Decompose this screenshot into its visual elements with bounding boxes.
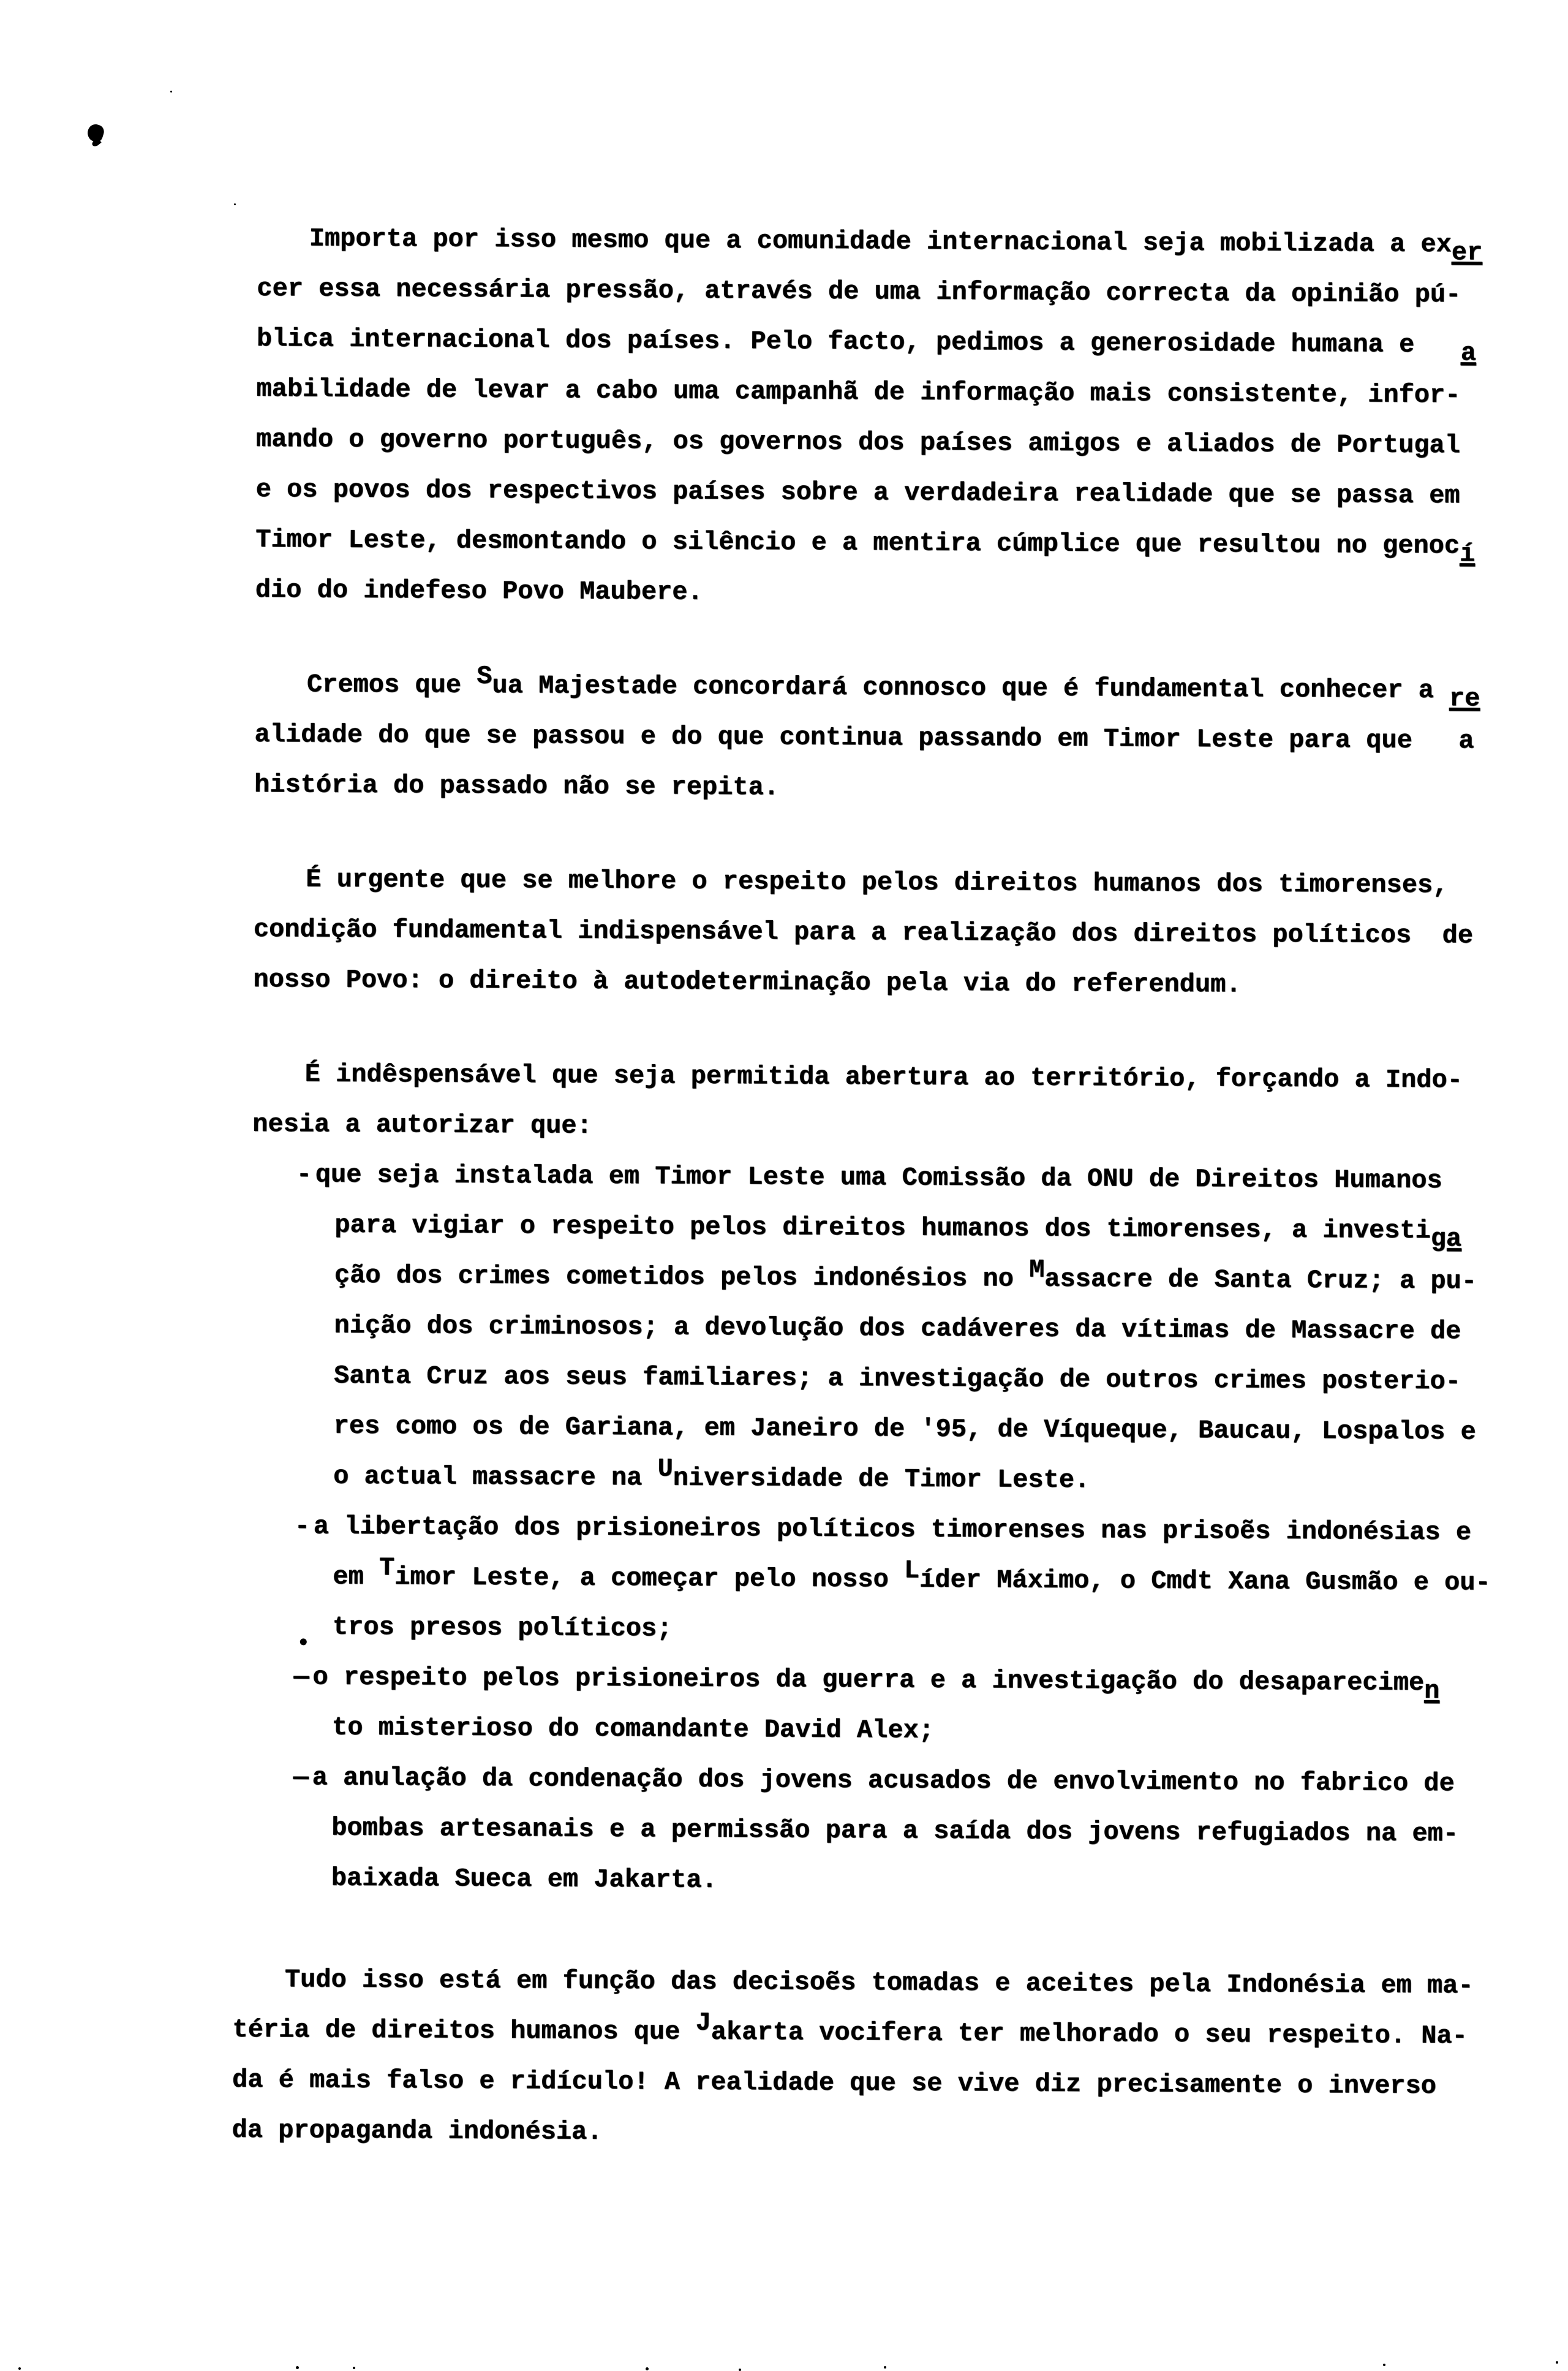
text-run: mabilidade de levar a cabo uma campanhã de informação mais consistente, infor- [256, 374, 1461, 410]
dropped-underlined-syllable: n [1423, 1676, 1440, 1706]
typewritten-line [232, 2005, 1509, 2062]
text-run: Importa por isso mesmo que a comunidade internacional seja mobilizada a ex [309, 224, 1452, 260]
raised-capital: M [1029, 1255, 1045, 1285]
typewritten-line [252, 1149, 1514, 1206]
dropped-underlined-syllable: re [1449, 684, 1480, 714]
typewritten-line [249, 1853, 1510, 1910]
typewritten-line [252, 1200, 1513, 1257]
typewritten-line [251, 1401, 1512, 1458]
paragraph [255, 213, 1519, 622]
dropped-underlined-syllable: ga [1430, 1224, 1462, 1254]
scan-speck [296, 2366, 299, 2369]
text-run: res como os de Gariana, em Janeiro de '95, de Víqueque, Baucau, Lospalos e [333, 1411, 1476, 1447]
text-run: Timor Leste, desmontando o silêncio e a mentira cúmplice que resultou no genoc [255, 524, 1460, 561]
text-run: imor Leste, a começar pelo nosso [394, 1562, 905, 1595]
typewritten-line [250, 1601, 1512, 1658]
typewritten-line [251, 1501, 1512, 1558]
typewritten-line [253, 955, 1515, 1012]
scan-speck [884, 2366, 886, 2369]
text-run: nesia a autorizar que: [252, 1109, 592, 1141]
text-run: to misterioso do comandante David Alex; [331, 1712, 935, 1745]
scan-speck [739, 2369, 741, 2371]
typewritten-line [250, 1551, 1512, 1608]
typewritten-line [254, 760, 1516, 817]
typewritten-line [252, 1099, 1514, 1156]
typewritten-line [252, 1250, 1513, 1307]
dropped-underlined-syllable: í [1459, 539, 1476, 569]
text-run: nosso Povo: o direito à autodeterminação pela via do referendum. [253, 964, 1242, 1000]
typewritten-line [257, 314, 1518, 371]
paragraph [254, 659, 1517, 817]
scan-speck [18, 2367, 21, 2370]
raised-capital: L [903, 1556, 920, 1586]
document-body [232, 213, 1519, 2162]
text-run: É urgente que se melhore o respeito pelos direitos humanos dos timorenses, [306, 864, 1449, 901]
typewritten-line [254, 904, 1515, 961]
typewritten-line [251, 1451, 1512, 1508]
typewritten-line [255, 565, 1517, 622]
bullet-item [249, 1752, 1511, 1910]
scan-speck [1383, 2364, 1385, 2366]
text-run: ua Majestade concordará connosco que é fundamental conhecer a [492, 671, 1450, 706]
raised-capital: S [477, 661, 492, 692]
typewritten-line [254, 709, 1516, 766]
ink-smudge-mark [85, 123, 105, 144]
text-run: bombas artesanais e a permissão para a saída dos jovens refugiados na em- [331, 1813, 1459, 1849]
text-run: alidade do que se passou e do que continua passando em Timor Leste para que a [254, 719, 1474, 756]
text-run: blica internacional dos países. Pelo facto, pedimos a generosidade humana e [256, 323, 1461, 360]
typewritten-line [256, 414, 1518, 471]
bullet-item [251, 1149, 1514, 1508]
text-run: Santa Cruz aos seus familiares; a investigação de outros crimes posterio- [333, 1361, 1461, 1397]
scan-speck [1556, 2361, 1558, 2364]
raised-capital: T [379, 1553, 395, 1583]
typewritten-line [249, 1802, 1510, 1859]
raised-capital: J [695, 2008, 712, 2038]
text-run: a libertação dos prisioneiros políticos timorenses nas prisoẽs indonésias e [313, 1511, 1472, 1548]
typewritten-line [251, 1350, 1513, 1407]
typewritten-line [249, 1752, 1510, 1809]
bullet-marker: - [296, 1160, 312, 1190]
paragraph [253, 854, 1515, 1012]
text-run: ção dos crimes cometidos pelos indonésios no [334, 1260, 1030, 1294]
text-run: tros presos políticos; [332, 1612, 673, 1644]
typewritten-line [232, 2055, 1509, 2112]
text-run: a anulação da condenação dos jovens acusados de envolvimento no fabrico de [312, 1763, 1455, 1799]
raised-capital: U [657, 1454, 673, 1484]
paragraph [232, 1954, 1510, 2162]
text-run: da propaganda indonésia. [232, 2115, 603, 2147]
text-run: mando o governo português, os governos dos países amigos e aliados de Portugal [255, 424, 1461, 461]
bullet-marker: — [293, 1652, 309, 1702]
text-run: da é mais falso e ridículo! A realidade que se vive diz precisamente o inverso [232, 2065, 1437, 2101]
text-run: para vigiar o respeito pelos direitos humanos dos timorenses, a investi [334, 1210, 1431, 1246]
typewritten-line [249, 1652, 1511, 1709]
typewritten-line [257, 263, 1518, 320]
scan-speck [646, 2367, 649, 2370]
text-run: o actual massacre na [333, 1461, 658, 1493]
text-run: história do passado não se repita. [254, 770, 780, 803]
typewritten-line [255, 515, 1517, 572]
text-run: akarta vocifera ter melhorado o seu respeito. Na- [710, 2017, 1468, 2051]
text-run: dio do indefeso Povo Maubere. [255, 575, 703, 607]
bullet-marker: - [294, 1511, 311, 1541]
text-run: Tudo isso está em função das decisoẽs tomadas e aceites pela Indonésia em ma- [284, 1965, 1474, 2001]
dropped-underlined-syllable: a [1460, 338, 1477, 368]
scan-speck [170, 91, 172, 93]
text-run: téria de direitos humanos que [232, 2014, 696, 2047]
scan-speck [234, 203, 236, 205]
typewritten-line [252, 1049, 1514, 1106]
typewritten-line [249, 1702, 1511, 1759]
typewritten-line [255, 464, 1517, 521]
typewritten-line [256, 364, 1518, 421]
typewritten-line [255, 659, 1517, 716]
text-run: assacre de Santa Cruz; a pu- [1044, 1264, 1477, 1296]
typewritten-line [257, 213, 1519, 270]
text-run: condição fundamental indispensável para a realização dos direitos políticos de [253, 914, 1474, 951]
text-run: e os povos dos respectivos países sobre a verdadeira realidade que se passa em [255, 474, 1460, 511]
typewritten-line [254, 854, 1515, 911]
bullet-marker: — [293, 1763, 309, 1793]
text-run: É indêspensável que seja permitida abertura ao território, forçando a Indo- [304, 1059, 1463, 1095]
text-run: em [333, 1562, 380, 1592]
text-run: niversidade de Timor Leste. [673, 1463, 1090, 1496]
bullet-item [249, 1652, 1512, 1759]
text-run: baixada Sueca em Jakarta. [331, 1863, 717, 1895]
paragraph [252, 1049, 1515, 1156]
text-run: Cremos que [306, 670, 477, 700]
typewritten-line [251, 1300, 1513, 1357]
typewritten-line [233, 1954, 1510, 2011]
bullet-item [250, 1501, 1512, 1658]
text-run: que seja instalada em Timor Leste uma Comissão da ONU de Direitos Humanos [315, 1160, 1442, 1196]
text-run: nição dos criminosos; a devolução dos cadáveres da vítimas de Massacre de [334, 1310, 1461, 1347]
typewritten-line [232, 2105, 1509, 2162]
scan-speck [353, 2367, 355, 2369]
text-run: cer essa necessária pressão, através de uma informação correcta da opinião pú- [257, 273, 1461, 310]
dropped-underlined-syllable: er [1451, 238, 1483, 268]
text-run: o respeito pelos prisioneiros da guerra e a investigação do desaparecime [312, 1662, 1425, 1698]
text-run: íder Máximo, o Cmdt Xana Gusmão e ou- [919, 1565, 1491, 1598]
